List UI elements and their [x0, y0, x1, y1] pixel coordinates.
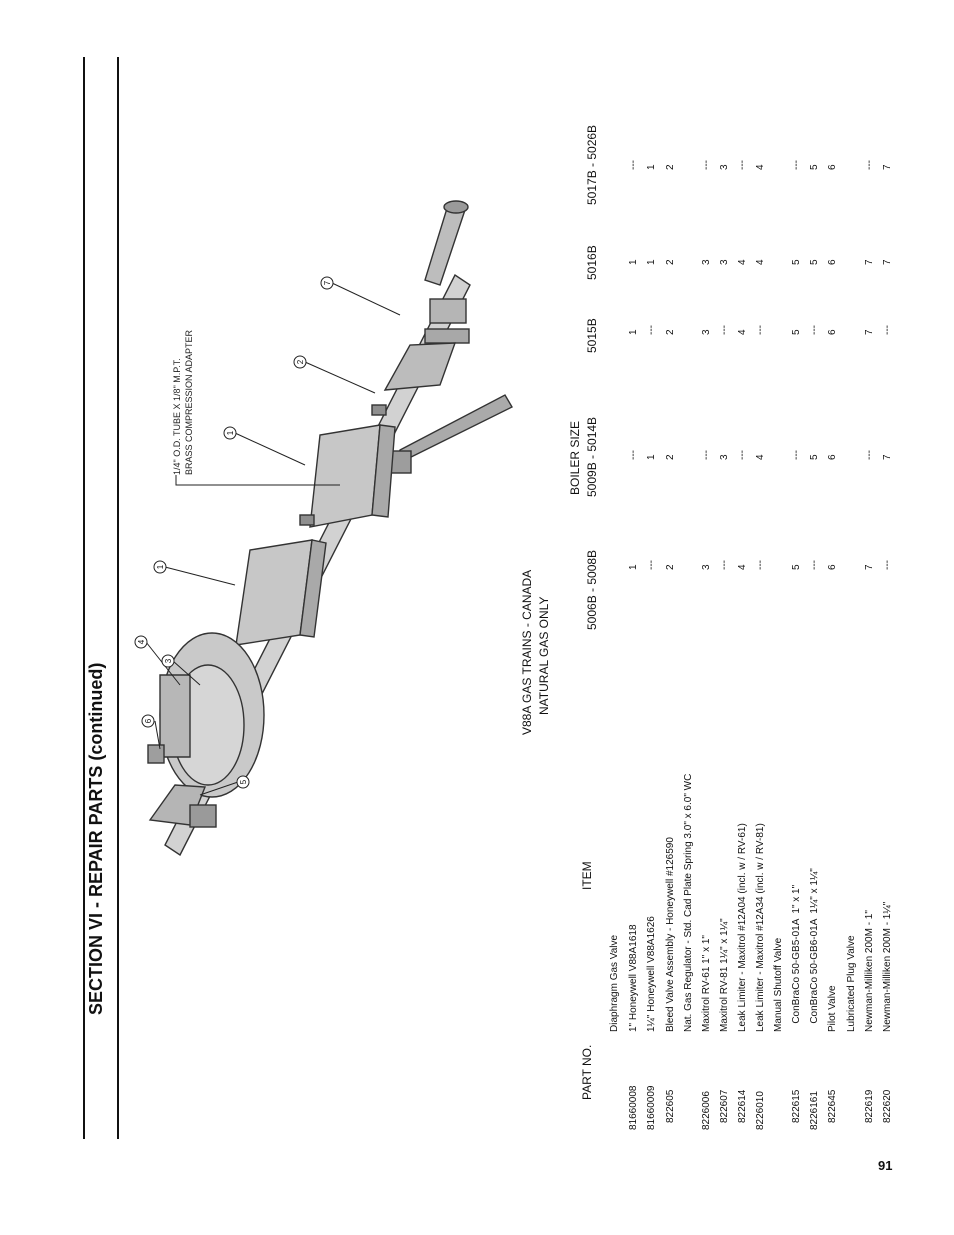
- item-cell: Lubricated Plug Valve: [846, 935, 857, 1032]
- item-cell: Manual Shutoff Valve: [773, 937, 784, 1032]
- item-cell: Leak Limiter - Maxitrol #12A04 (incl. w / RV-61): [737, 823, 748, 1032]
- callout-note-line2: BRASS COMPRESSION ADAPTER: [184, 329, 194, 475]
- table-row: [719, 80, 737, 1155]
- parts-table: [0, 80, 954, 1155]
- value-cell: 3: [719, 164, 730, 170]
- value-cell: ---: [646, 560, 657, 570]
- item-cell: Maxitrol RV-61 1" x 1": [701, 935, 712, 1032]
- part-no-cell: 822614: [737, 1089, 748, 1123]
- value-cell: ---: [737, 160, 748, 170]
- value-cell: 3: [701, 564, 712, 570]
- table-row: [809, 80, 827, 1155]
- part-no-cell: 8226161: [809, 1091, 820, 1130]
- value-cell: ---: [701, 450, 712, 460]
- value-cell: 1: [628, 259, 639, 265]
- value-cell: ---: [719, 560, 730, 570]
- value-cell: 3: [719, 259, 730, 265]
- value-cell: ---: [864, 450, 875, 460]
- value-cell: 7: [882, 454, 893, 460]
- value-cell: 2: [665, 329, 676, 335]
- part-no-cell: 8226006: [701, 1091, 712, 1130]
- value-cell: ---: [737, 450, 748, 460]
- callout-2: 2: [296, 359, 305, 365]
- table-row: [864, 80, 882, 1155]
- table-row: [846, 80, 864, 1155]
- item-cell: Newman-Milliken 200M - 1¼": [882, 901, 893, 1032]
- value-cell: 6: [827, 164, 838, 170]
- boiler-size-header: BOILER SIZE: [568, 420, 582, 495]
- value-cell: ---: [701, 160, 712, 170]
- value-cell: 7: [864, 259, 875, 265]
- value-cell: 3: [701, 259, 712, 265]
- value-cell: ---: [864, 160, 875, 170]
- value-cell: 7: [882, 259, 893, 265]
- table-caption-line2: NATURAL GAS ONLY: [537, 596, 551, 715]
- size-header-5: 5017B - 5026B: [585, 124, 599, 205]
- part-no-cell: 822620: [882, 1089, 893, 1123]
- part-no-cell: 822645: [827, 1089, 838, 1123]
- table-row: [701, 80, 719, 1155]
- value-cell: 3: [701, 329, 712, 335]
- rotated-page-content: [0, 80, 954, 1155]
- value-cell: 1: [628, 329, 639, 335]
- table-row: [773, 80, 791, 1155]
- part-no-cell: 81660009: [646, 1085, 657, 1130]
- item-cell: ConBraCo 50-GB6-01A 1¼" x 1¼": [809, 868, 820, 1032]
- size-header-1: 5006B - 5008B: [585, 549, 599, 630]
- table-row: [882, 80, 900, 1155]
- value-cell: ---: [809, 325, 820, 335]
- callout-5: 5: [239, 779, 248, 785]
- table-row: [827, 80, 845, 1155]
- value-cell: ---: [882, 325, 893, 335]
- value-cell: 1: [646, 454, 657, 460]
- item-cell: ConBraCo 50-GB5-01A 1" x 1": [791, 884, 802, 1032]
- callout-1b: 1: [226, 430, 235, 436]
- table-row: [628, 80, 646, 1155]
- value-cell: ---: [755, 560, 766, 570]
- value-cell: 6: [827, 259, 838, 265]
- value-cell: 5: [809, 164, 820, 170]
- table-row: [646, 80, 664, 1155]
- item-header: ITEM: [580, 861, 594, 890]
- value-cell: 5: [791, 329, 802, 335]
- value-cell: 4: [755, 164, 766, 170]
- value-cell: 2: [665, 454, 676, 460]
- value-cell: ---: [755, 325, 766, 335]
- callout-note-line1: 1/4" O.D. TUBE X 1/8" M.P.T.: [172, 358, 182, 475]
- value-cell: 4: [737, 259, 748, 265]
- item-cell: Leak Limiter - Maxitrol #12A34 (incl. w / RV-81): [755, 823, 766, 1032]
- value-cell: 3: [719, 454, 730, 460]
- size-header-2: 5009B - 5014B: [585, 416, 599, 497]
- callout-6: 6: [144, 718, 153, 724]
- value-cell: 7: [882, 164, 893, 170]
- value-cell: 5: [791, 259, 802, 265]
- item-cell: Diaphragm Gas Valve: [609, 934, 620, 1032]
- value-cell: 7: [864, 564, 875, 570]
- value-cell: ---: [646, 325, 657, 335]
- value-cell: ---: [809, 560, 820, 570]
- value-cell: 5: [809, 454, 820, 460]
- item-cell: Newman-Milliken 200M - 1": [864, 910, 875, 1032]
- value-cell: 4: [737, 564, 748, 570]
- item-cell: 1¼" Honeywell V88A1626: [646, 916, 657, 1032]
- item-cell: Pilot Valve: [827, 985, 838, 1032]
- part-no-cell: 822619: [864, 1089, 875, 1123]
- table-row: [737, 80, 755, 1155]
- value-cell: ---: [791, 160, 802, 170]
- part-no-cell: 8226010: [755, 1091, 766, 1130]
- size-header-3: 5015B: [585, 318, 599, 353]
- table-row: [683, 80, 701, 1155]
- part-no-cell: 81660008: [628, 1085, 639, 1130]
- table-row: [755, 80, 773, 1155]
- value-cell: 1: [646, 259, 657, 265]
- part-no-cell: 822615: [791, 1089, 802, 1123]
- table-row: [791, 80, 809, 1155]
- value-cell: ---: [882, 560, 893, 570]
- item-cell: Nat. Gas Regulator - Std. Cad Plate Spring 3.0" x 6.0" WC: [683, 773, 694, 1032]
- table-row: [609, 80, 627, 1155]
- value-cell: 2: [665, 164, 676, 170]
- callout-7: 7: [323, 280, 332, 286]
- callout-3: 3: [164, 658, 173, 664]
- part-no-cell: 822607: [719, 1089, 730, 1123]
- value-cell: 6: [827, 329, 838, 335]
- table-caption-line1: V88A GAS TRAINS - CANADA: [520, 569, 534, 735]
- value-cell: 5: [809, 259, 820, 265]
- item-cell: 1" Honeywell V88A1618: [628, 924, 639, 1032]
- value-cell: 6: [827, 454, 838, 460]
- part-no-cell: 822605: [665, 1089, 676, 1123]
- value-cell: ---: [628, 160, 639, 170]
- callout-1a: 1: [156, 564, 165, 570]
- value-cell: 6: [827, 564, 838, 570]
- value-cell: 1: [646, 164, 657, 170]
- value-cell: 1: [628, 564, 639, 570]
- page-number: 91: [878, 1158, 893, 1173]
- value-cell: 4: [737, 329, 748, 335]
- part-no-header: PART NO.: [580, 1044, 594, 1100]
- value-cell: 2: [665, 564, 676, 570]
- value-cell: ---: [628, 450, 639, 460]
- value-cell: 4: [755, 454, 766, 460]
- callout-4: 4: [137, 639, 146, 645]
- value-cell: 2: [665, 259, 676, 265]
- item-cell: Maxitrol RV-81 1¼" x 1¼": [719, 918, 730, 1032]
- value-cell: 4: [755, 259, 766, 265]
- section-title: SECTION VI - REPAIR PARTS (continued): [86, 662, 106, 1015]
- value-cell: ---: [719, 325, 730, 335]
- value-cell: ---: [791, 450, 802, 460]
- size-header-4: 5016B: [585, 245, 599, 280]
- table-row: [665, 80, 683, 1155]
- item-cell: Bleed Valve Assembly - Honeywell #126590: [665, 837, 676, 1032]
- value-cell: 5: [791, 564, 802, 570]
- value-cell: 7: [864, 329, 875, 335]
